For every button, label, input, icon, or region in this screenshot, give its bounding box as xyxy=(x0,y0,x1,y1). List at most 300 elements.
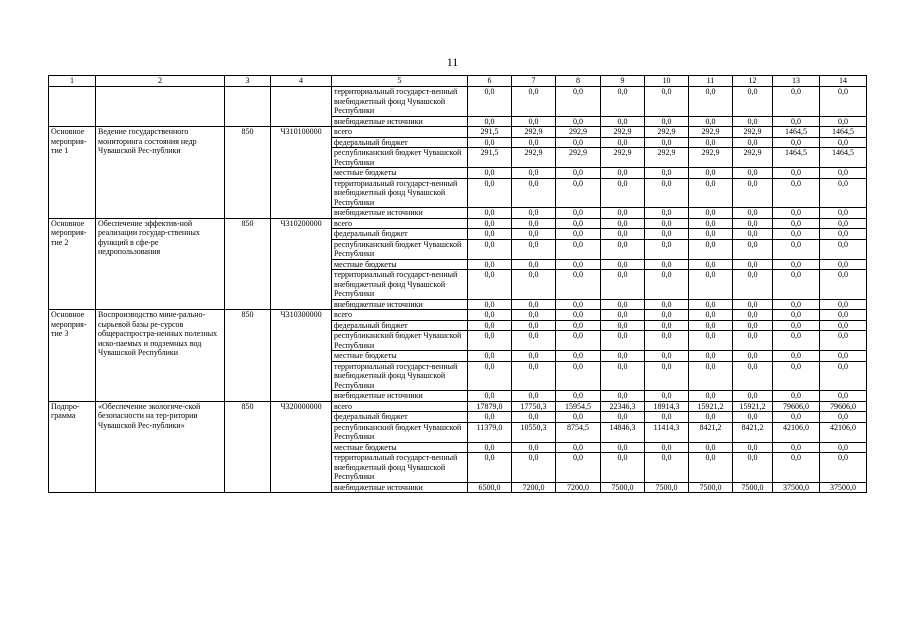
value-cell: 0,0 xyxy=(689,239,733,259)
value-cell: 0,0 xyxy=(556,361,601,391)
value-cell: 15921,2 xyxy=(689,401,733,412)
value-cell: 0,0 xyxy=(468,310,512,321)
value-cell: 8421,2 xyxy=(733,422,773,442)
value-cell: 0,0 xyxy=(820,259,867,270)
value-cell: 0,0 xyxy=(645,116,689,127)
value-cell: 0,0 xyxy=(645,331,689,351)
value-cell: 0,0 xyxy=(556,442,601,453)
value-cell: 0,0 xyxy=(468,320,512,331)
value-cell: 0,0 xyxy=(645,229,689,240)
value-cell: 0,0 xyxy=(820,453,867,483)
value-cell: 0,0 xyxy=(820,391,867,402)
value-cell: 0,0 xyxy=(468,259,512,270)
value-cell: 1464,5 xyxy=(773,127,820,138)
value-cell: 0,0 xyxy=(556,116,601,127)
value-cell: 0,0 xyxy=(820,87,867,117)
value-cell: 0,0 xyxy=(820,299,867,310)
value-cell: 0,0 xyxy=(645,259,689,270)
funding-source: местные бюджеты xyxy=(332,168,468,179)
continuation-col2 xyxy=(96,87,225,127)
value-cell: 0,0 xyxy=(512,259,556,270)
value-cell: 0,0 xyxy=(556,239,601,259)
value-cell: 0,0 xyxy=(733,351,773,362)
funding-source: федеральный бюджет xyxy=(332,320,468,331)
value-cell: 0,0 xyxy=(468,229,512,240)
classification-code: Ч310200000 xyxy=(271,218,332,310)
value-cell: 0,0 xyxy=(820,239,867,259)
value-cell: 11379,0 xyxy=(468,422,512,442)
value-cell: 0,0 xyxy=(820,351,867,362)
value-cell: 0,0 xyxy=(733,320,773,331)
funding-source: федеральный бюджет xyxy=(332,412,468,423)
value-cell: 15921,2 xyxy=(733,401,773,412)
value-cell: 0,0 xyxy=(468,270,512,300)
value-cell: 0,0 xyxy=(512,453,556,483)
value-cell: 7200,0 xyxy=(512,482,556,493)
value-cell: 0,0 xyxy=(512,208,556,219)
value-cell: 0,0 xyxy=(689,178,733,208)
funding-source: территориальный государст-венный внебюджетный фонд Чувашской Республики xyxy=(332,270,468,300)
funding-source: внебюджетные источники xyxy=(332,208,468,219)
value-cell: 0,0 xyxy=(645,299,689,310)
value-cell: 0,0 xyxy=(645,442,689,453)
value-cell: 0,0 xyxy=(733,299,773,310)
value-cell: 0,0 xyxy=(733,116,773,127)
value-cell: 0,0 xyxy=(733,361,773,391)
funding-source: внебюджетные источники xyxy=(332,299,468,310)
value-cell: 0,0 xyxy=(689,116,733,127)
value-cell: 0,0 xyxy=(820,116,867,127)
value-cell: 0,0 xyxy=(601,116,645,127)
value-cell: 0,0 xyxy=(689,412,733,423)
value-cell: 0,0 xyxy=(773,361,820,391)
value-cell: 0,0 xyxy=(645,168,689,179)
value-cell: 0,0 xyxy=(468,218,512,229)
value-cell: 0,0 xyxy=(512,442,556,453)
funding-source: республиканский бюджет Чувашской Республики xyxy=(332,422,468,442)
table-row xyxy=(49,401,867,412)
value-cell: 0,0 xyxy=(468,137,512,148)
value-cell: 0,0 xyxy=(733,453,773,483)
value-cell: 292,9 xyxy=(512,148,556,168)
funding-source: федеральный бюджет xyxy=(332,137,468,148)
value-cell: 0,0 xyxy=(689,361,733,391)
funding-source: республиканский бюджет Чувашской Республики xyxy=(332,148,468,168)
value-cell: 0,0 xyxy=(773,442,820,453)
value-cell: 0,0 xyxy=(773,320,820,331)
funding-source: всего xyxy=(332,310,468,321)
value-cell: 0,0 xyxy=(645,320,689,331)
value-cell: 0,0 xyxy=(820,178,867,208)
value-cell: 0,0 xyxy=(601,218,645,229)
table-row xyxy=(49,87,867,117)
value-cell: 0,0 xyxy=(689,310,733,321)
value-cell: 0,0 xyxy=(468,116,512,127)
value-cell: 0,0 xyxy=(773,218,820,229)
value-cell: 0,0 xyxy=(773,178,820,208)
value-cell: 0,0 xyxy=(733,218,773,229)
value-cell: 0,0 xyxy=(468,442,512,453)
value-cell: 0,0 xyxy=(645,270,689,300)
funding-source: территориальный государст-венный внебюджетный фонд Чувашской Республики xyxy=(332,453,468,483)
col-header: 11 xyxy=(689,76,733,87)
value-cell: 292,9 xyxy=(689,148,733,168)
funding-source: всего xyxy=(332,127,468,138)
value-cell: 7500,0 xyxy=(689,482,733,493)
value-cell: 0,0 xyxy=(601,137,645,148)
value-cell: 292,9 xyxy=(645,148,689,168)
value-cell: 0,0 xyxy=(689,351,733,362)
value-cell: 0,0 xyxy=(556,218,601,229)
value-cell: 0,0 xyxy=(601,87,645,117)
value-cell: 0,0 xyxy=(645,412,689,423)
value-cell: 292,9 xyxy=(601,148,645,168)
value-cell: 18914,3 xyxy=(645,401,689,412)
value-cell: 8421,2 xyxy=(689,422,733,442)
value-cell: 0,0 xyxy=(689,270,733,300)
col-header: 1 xyxy=(49,76,96,87)
value-cell: 0,0 xyxy=(468,168,512,179)
value-cell: 0,0 xyxy=(601,412,645,423)
value-cell: 0,0 xyxy=(512,310,556,321)
value-cell: 0,0 xyxy=(689,229,733,240)
value-cell: 0,0 xyxy=(820,208,867,219)
value-cell: 0,0 xyxy=(556,453,601,483)
value-cell: 0,0 xyxy=(733,442,773,453)
value-cell: 0,0 xyxy=(556,137,601,148)
funding-source: местные бюджеты xyxy=(332,259,468,270)
value-cell: 0,0 xyxy=(601,259,645,270)
value-cell: 0,0 xyxy=(773,137,820,148)
value-cell: 0,0 xyxy=(512,239,556,259)
value-cell: 1464,5 xyxy=(820,127,867,138)
value-cell: 0,0 xyxy=(645,208,689,219)
value-cell: 42106,0 xyxy=(820,422,867,442)
value-cell: 0,0 xyxy=(512,412,556,423)
value-cell: 291,5 xyxy=(468,127,512,138)
continuation-col4 xyxy=(271,87,332,127)
value-cell: 0,0 xyxy=(820,270,867,300)
funding-source: республиканский бюджет Чувашской Республики xyxy=(332,331,468,351)
value-cell: 0,0 xyxy=(820,320,867,331)
value-cell: 0,0 xyxy=(556,299,601,310)
funding-source: внебюджетные источники xyxy=(332,116,468,127)
value-cell: 0,0 xyxy=(773,299,820,310)
value-cell: 0,0 xyxy=(512,320,556,331)
budget-code: 850 xyxy=(225,127,271,219)
value-cell: 291,5 xyxy=(468,148,512,168)
col-header: 6 xyxy=(468,76,512,87)
value-cell: 0,0 xyxy=(512,137,556,148)
funding-source: всего xyxy=(332,401,468,412)
value-cell: 0,0 xyxy=(556,391,601,402)
value-cell: 0,0 xyxy=(556,229,601,240)
value-cell: 79606,0 xyxy=(820,401,867,412)
value-cell: 0,0 xyxy=(820,331,867,351)
value-cell: 42106,0 xyxy=(773,422,820,442)
value-cell: 0,0 xyxy=(645,178,689,208)
value-cell: 0,0 xyxy=(556,178,601,208)
value-cell: 1464,5 xyxy=(773,148,820,168)
value-cell: 1464,5 xyxy=(820,148,867,168)
continuation-col3 xyxy=(225,87,271,127)
value-cell: 0,0 xyxy=(733,412,773,423)
value-cell: 0,0 xyxy=(601,453,645,483)
value-cell: 0,0 xyxy=(512,168,556,179)
value-cell: 292,9 xyxy=(733,148,773,168)
funding-source: внебюджетные источники xyxy=(332,482,468,493)
value-cell: 0,0 xyxy=(512,229,556,240)
value-cell: 0,0 xyxy=(733,310,773,321)
value-cell: 0,0 xyxy=(512,116,556,127)
value-cell: 0,0 xyxy=(601,361,645,391)
value-cell: 292,9 xyxy=(645,127,689,138)
value-cell: 0,0 xyxy=(512,361,556,391)
value-cell: 8754,5 xyxy=(556,422,601,442)
value-cell: 0,0 xyxy=(556,270,601,300)
value-cell: 0,0 xyxy=(820,361,867,391)
measure-name: Ведение государственного мониторинга состояния недр Чувашской Рес-публики xyxy=(96,127,225,219)
value-cell: 0,0 xyxy=(820,218,867,229)
value-cell: 0,0 xyxy=(645,361,689,391)
col-header: 7 xyxy=(512,76,556,87)
value-cell: 0,0 xyxy=(556,412,601,423)
measure-type: Основное мероприя-тие 3 xyxy=(49,310,96,402)
value-cell: 11414,3 xyxy=(645,422,689,442)
col-header: 13 xyxy=(773,76,820,87)
table-row xyxy=(49,127,867,138)
value-cell: 0,0 xyxy=(512,218,556,229)
measure-type: Подпро-грамма xyxy=(49,401,96,493)
value-cell: 0,0 xyxy=(512,87,556,117)
value-cell: 0,0 xyxy=(556,259,601,270)
value-cell: 6500,0 xyxy=(468,482,512,493)
value-cell: 0,0 xyxy=(689,391,733,402)
col-header: 2 xyxy=(96,76,225,87)
value-cell: 0,0 xyxy=(512,270,556,300)
value-cell: 0,0 xyxy=(645,310,689,321)
value-cell: 0,0 xyxy=(689,137,733,148)
col-header: 12 xyxy=(733,76,773,87)
value-cell: 0,0 xyxy=(601,351,645,362)
value-cell: 0,0 xyxy=(820,412,867,423)
value-cell: 14846,3 xyxy=(601,422,645,442)
value-cell: 0,0 xyxy=(601,229,645,240)
value-cell: 0,0 xyxy=(689,442,733,453)
funding-source: местные бюджеты xyxy=(332,442,468,453)
value-cell: 0,0 xyxy=(556,310,601,321)
value-cell: 37500,0 xyxy=(773,482,820,493)
value-cell: 0,0 xyxy=(512,391,556,402)
value-cell: 0,0 xyxy=(689,299,733,310)
col-header: 8 xyxy=(556,76,601,87)
value-cell: 0,0 xyxy=(556,331,601,351)
value-cell: 0,0 xyxy=(773,116,820,127)
col-header: 4 xyxy=(271,76,332,87)
value-cell: 292,9 xyxy=(556,148,601,168)
value-cell: 0,0 xyxy=(512,331,556,351)
value-cell: 0,0 xyxy=(820,310,867,321)
value-cell: 0,0 xyxy=(733,178,773,208)
value-cell: 0,0 xyxy=(468,299,512,310)
value-cell: 0,0 xyxy=(733,168,773,179)
value-cell: 0,0 xyxy=(689,331,733,351)
value-cell: 0,0 xyxy=(601,442,645,453)
value-cell: 0,0 xyxy=(645,137,689,148)
value-cell: 0,0 xyxy=(773,259,820,270)
value-cell: 0,0 xyxy=(645,218,689,229)
value-cell: 0,0 xyxy=(468,239,512,259)
value-cell: 0,0 xyxy=(645,391,689,402)
value-cell: 0,0 xyxy=(733,229,773,240)
value-cell: 0,0 xyxy=(773,229,820,240)
value-cell: 0,0 xyxy=(468,178,512,208)
value-cell: 7500,0 xyxy=(645,482,689,493)
value-cell: 0,0 xyxy=(468,87,512,117)
page-number: 11 xyxy=(446,55,459,69)
value-cell: 7200,0 xyxy=(556,482,601,493)
col-header: 14 xyxy=(820,76,867,87)
value-cell: 0,0 xyxy=(468,453,512,483)
value-cell: 0,0 xyxy=(689,259,733,270)
value-cell: 0,0 xyxy=(512,178,556,208)
value-cell: 10550,3 xyxy=(512,422,556,442)
budget-code: 850 xyxy=(225,310,271,402)
value-cell: 0,0 xyxy=(689,320,733,331)
value-cell: 0,0 xyxy=(601,310,645,321)
funding-source: республиканский бюджет Чувашской Республики xyxy=(332,239,468,259)
col-header: 10 xyxy=(645,76,689,87)
measure-name: Воспроизводство мине-рально-сырьевой базы ре-сурсов общераспростра-ненных полезных иско-паемых и подземных вод Чувашской Республики xyxy=(96,310,225,402)
value-cell: 22346,3 xyxy=(601,401,645,412)
value-cell: 0,0 xyxy=(468,412,512,423)
value-cell: 0,0 xyxy=(645,351,689,362)
measure-name: Обеспечение эффектив-ной реализации государ-ственных функций в сфе-ре недропользования xyxy=(96,218,225,310)
value-cell: 0,0 xyxy=(773,453,820,483)
value-cell: 0,0 xyxy=(689,87,733,117)
value-cell: 0,0 xyxy=(820,229,867,240)
funding-source: территориальный государст-венный внебюджетный фонд Чувашской Республики xyxy=(332,361,468,391)
value-cell: 0,0 xyxy=(468,331,512,351)
value-cell: 0,0 xyxy=(733,270,773,300)
value-cell: 292,9 xyxy=(556,127,601,138)
table-row xyxy=(49,310,867,321)
value-cell: 0,0 xyxy=(689,208,733,219)
budget-table xyxy=(48,75,867,493)
value-cell: 0,0 xyxy=(733,137,773,148)
funding-source: местные бюджеты xyxy=(332,351,468,362)
value-cell: 0,0 xyxy=(773,351,820,362)
value-cell: 0,0 xyxy=(645,239,689,259)
value-cell: 0,0 xyxy=(468,351,512,362)
value-cell: 0,0 xyxy=(773,391,820,402)
budget-code: 850 xyxy=(225,218,271,310)
value-cell: 292,9 xyxy=(733,127,773,138)
value-cell: 0,0 xyxy=(601,168,645,179)
value-cell: 0,0 xyxy=(820,168,867,179)
value-cell: 0,0 xyxy=(556,208,601,219)
value-cell: 0,0 xyxy=(512,351,556,362)
value-cell: 0,0 xyxy=(820,137,867,148)
measure-name: «Обеспечение экологиче-ской безопасности на тер-ритории Чувашской Рес-публики» xyxy=(96,401,225,493)
value-cell: 0,0 xyxy=(556,87,601,117)
value-cell: 0,0 xyxy=(468,391,512,402)
funding-source: территориальный государст-венный внебюджетный фонд Чувашской Республики xyxy=(332,178,468,208)
value-cell: 37500,0 xyxy=(820,482,867,493)
value-cell: 0,0 xyxy=(601,391,645,402)
col-header: 5 xyxy=(332,76,468,87)
value-cell: 0,0 xyxy=(733,391,773,402)
value-cell: 0,0 xyxy=(689,453,733,483)
value-cell: 0,0 xyxy=(773,270,820,300)
value-cell: 15954,5 xyxy=(556,401,601,412)
value-cell: 0,0 xyxy=(601,270,645,300)
value-cell: 0,0 xyxy=(773,168,820,179)
value-cell: 0,0 xyxy=(820,442,867,453)
value-cell: 0,0 xyxy=(556,168,601,179)
value-cell: 0,0 xyxy=(601,331,645,351)
value-cell: 0,0 xyxy=(733,259,773,270)
funding-source: федеральный бюджет xyxy=(332,229,468,240)
value-cell: 0,0 xyxy=(689,168,733,179)
funding-source: территориальный государст-венный внебюджетный фонд Чувашской Республики xyxy=(332,87,468,117)
col-header: 9 xyxy=(601,76,645,87)
value-cell: 0,0 xyxy=(733,239,773,259)
col-header: 3 xyxy=(225,76,271,87)
value-cell: 292,9 xyxy=(601,127,645,138)
funding-source: всего xyxy=(332,218,468,229)
value-cell: 0,0 xyxy=(773,87,820,117)
header-row xyxy=(49,76,867,87)
value-cell: 0,0 xyxy=(601,208,645,219)
funding-source: внебюджетные источники xyxy=(332,391,468,402)
continuation-col1 xyxy=(49,87,96,127)
value-cell: 0,0 xyxy=(468,361,512,391)
value-cell: 0,0 xyxy=(645,453,689,483)
value-cell: 7500,0 xyxy=(733,482,773,493)
value-cell: 0,0 xyxy=(773,310,820,321)
classification-code: Ч310100000 xyxy=(271,127,332,219)
classification-code: Ч310300000 xyxy=(271,310,332,402)
value-cell: 0,0 xyxy=(601,299,645,310)
value-cell: 17750,3 xyxy=(512,401,556,412)
value-cell: 292,9 xyxy=(512,127,556,138)
value-cell: 0,0 xyxy=(645,87,689,117)
classification-code: Ч320000000 xyxy=(271,401,332,493)
table-row xyxy=(49,218,867,229)
value-cell: 0,0 xyxy=(733,331,773,351)
measure-type: Основное мероприя-тие 1 xyxy=(49,127,96,219)
value-cell: 292,9 xyxy=(689,127,733,138)
value-cell: 0,0 xyxy=(512,299,556,310)
value-cell: 0,0 xyxy=(601,178,645,208)
value-cell: 0,0 xyxy=(773,239,820,259)
value-cell: 0,0 xyxy=(468,208,512,219)
value-cell: 7500,0 xyxy=(601,482,645,493)
value-cell: 0,0 xyxy=(689,218,733,229)
value-cell: 0,0 xyxy=(733,87,773,117)
measure-type: Основное мероприя-тие 2 xyxy=(49,218,96,310)
value-cell: 0,0 xyxy=(773,331,820,351)
value-cell: 0,0 xyxy=(601,239,645,259)
value-cell: 0,0 xyxy=(733,208,773,219)
budget-code: 850 xyxy=(225,401,271,493)
value-cell: 0,0 xyxy=(556,351,601,362)
value-cell: 0,0 xyxy=(601,320,645,331)
value-cell: 17879,0 xyxy=(468,401,512,412)
value-cell: 0,0 xyxy=(556,320,601,331)
value-cell: 0,0 xyxy=(773,412,820,423)
